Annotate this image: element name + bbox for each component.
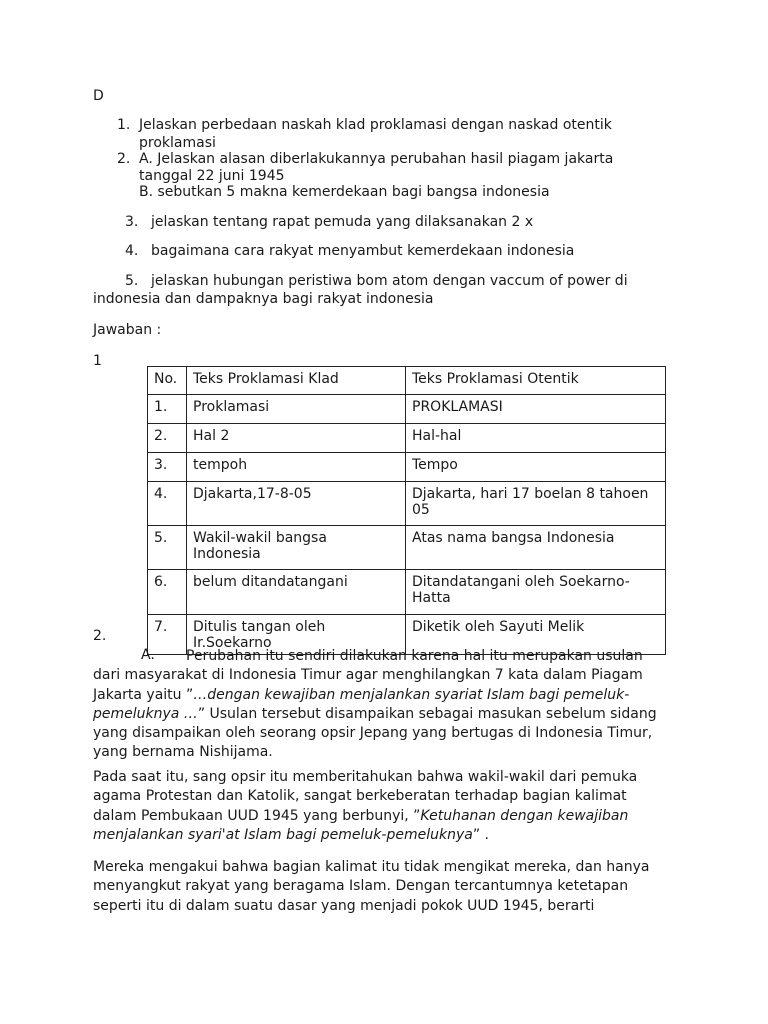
paragraph-line: Mereka mengakui bahwa bagian kalimat itu tidak mengikat mereka, dan hanya	[93, 859, 650, 875]
paragraph-text: ” Usulan tersebut disampaikan sebagai masukan sebelum sidang	[197, 705, 657, 722]
table-row	[148, 424, 666, 453]
paragraph-text: Jakarta yaitu ”	[93, 686, 194, 703]
paragraph-text: dalam Pembukaan UUD 1945 yang berbunyi, ”	[93, 807, 421, 824]
table-header-cell: Teks Proklamasi Klad	[187, 367, 406, 395]
quoted-text: menjalankan syari'at Islam bagi pemeluk-pemeluknya	[93, 826, 473, 843]
table-cell: 1.	[148, 395, 187, 424]
table-cell: Hal 2	[187, 424, 406, 453]
question-1-number: 1.	[117, 117, 131, 133]
table-row	[148, 570, 666, 615]
question-5-line-2: indonesia dan dampaknya bagi rakyat indonesia	[93, 291, 434, 307]
question-5-number: 5.	[125, 273, 139, 289]
table-row	[148, 482, 666, 526]
proklamasi-comparison-table	[147, 366, 666, 655]
table-header-cell: Teks Proklamasi Otentik	[406, 367, 666, 395]
paragraph-line: yang bernama Nishijama.	[93, 744, 273, 761]
table-cell: 5.	[148, 526, 187, 570]
table-row	[148, 395, 666, 424]
quoted-text: …dengan kewajiban menjalankan syariat Islam bagi pemeluk-	[193, 686, 630, 703]
answer-paragraph-1	[93, 647, 683, 763]
paragraph-line: dari masyarakat di Indonesia Timur agar menghilangkan 7 kata dalam Piagam	[93, 667, 643, 684]
question-1-line-2: proklamasi	[139, 135, 216, 151]
answer-2-number: 2.	[93, 628, 107, 644]
question-4-number: 4.	[125, 243, 139, 259]
table-cell: Djakarta,17-8-05	[187, 482, 406, 526]
answer-paragraph-3	[93, 858, 683, 916]
quoted-text: pemeluknya …	[93, 705, 198, 722]
table-cell: Proklamasi	[187, 395, 406, 424]
paragraph-line	[93, 686, 683, 705]
answer-paragraph-2	[93, 768, 683, 845]
answer-label: Jawaban :	[93, 322, 162, 338]
paragraph-line: yang disampaikan oleh seorang opsir Jepang yang bertugas di Indonesia Timur,	[93, 725, 653, 742]
question-3-text: jelaskan tentang rapat pemuda yang dilaksanakan 2 x	[151, 214, 534, 230]
table-cell: 6.	[148, 570, 187, 615]
table-cell: Tempo	[406, 453, 666, 482]
table-cell: belum ditandatangani	[187, 570, 406, 615]
paragraph-line	[93, 705, 683, 724]
question-5-line-1: jelaskan hubungan peristiwa bom atom dengan vaccum of power di	[151, 273, 628, 289]
answer-2-a-label: A.	[141, 647, 155, 663]
table-header-cell: No.	[148, 367, 187, 395]
table-row	[148, 453, 666, 482]
table-cell: Ditulis tangan oleh Ir.Soekarno	[187, 615, 406, 655]
paragraph-line: Pada saat itu, sang opsir itu memberitahukan bahwa wakil-wakil dari pemuka	[93, 769, 638, 785]
paragraph-text: ” .	[472, 826, 489, 843]
question-1-line-1: Jelaskan perbedaan naskah klad proklamasi dengan naskad otentik	[139, 117, 612, 133]
paragraph-line: seperti itu di dalam suatu dasar yang menjadi pokok UUD 1945, berarti	[93, 897, 595, 914]
question-2-line-2: tanggal 22 juni 1945	[139, 168, 285, 184]
table-cell: 3.	[148, 453, 187, 482]
quoted-text: Ketuhanan dengan kewajiban	[420, 807, 629, 824]
table-header-row	[148, 367, 666, 395]
paragraph-line: Perubahan itu sendiri dilakukan karena hal itu merupakan usulan	[186, 648, 643, 664]
table-cell: 4.	[148, 482, 187, 526]
question-3-number: 3.	[125, 214, 139, 230]
table-cell: PROKLAMASI	[406, 395, 666, 424]
table-cell: Atas nama bangsa Indonesia	[406, 526, 666, 570]
paragraph-line: menyangkut rakyat yang beragama Islam. Dengan tercantumnya ketetapan	[93, 878, 629, 895]
question-2-line-3: B. sebutkan 5 makna kemerdekaan bagi bangsa indonesia	[139, 184, 550, 200]
section-heading: D	[93, 88, 104, 104]
table-row	[148, 526, 666, 570]
table-cell: Diketik oleh Sayuti Melik	[406, 615, 666, 655]
table-cell: Djakarta, hari 17 boelan 8 tahoen 05	[406, 482, 666, 526]
table-cell: Wakil-wakil bangsa Indonesia	[187, 526, 406, 570]
table-cell: Hal-hal	[406, 424, 666, 453]
question-2-line-1: A. Jelaskan alasan diberlakukannya perubahan hasil piagam jakarta	[139, 151, 614, 167]
question-2-number: 2.	[117, 151, 131, 167]
paragraph-line: agama Protestan dan Katolik, sangat berkeberatan terhadap bagian kalimat	[93, 788, 627, 805]
answer-1-number: 1	[93, 353, 102, 369]
table-cell: Ditandatangani oleh Soekarno-Hatta	[406, 570, 666, 615]
table-cell: 7.	[148, 615, 187, 655]
table-cell: tempoh	[187, 453, 406, 482]
paragraph-line	[93, 807, 683, 826]
paragraph-line	[93, 826, 683, 845]
table-cell: 2.	[148, 424, 187, 453]
question-4-text: bagaimana cara rakyat menyambut kemerdekaan indonesia	[151, 243, 575, 259]
